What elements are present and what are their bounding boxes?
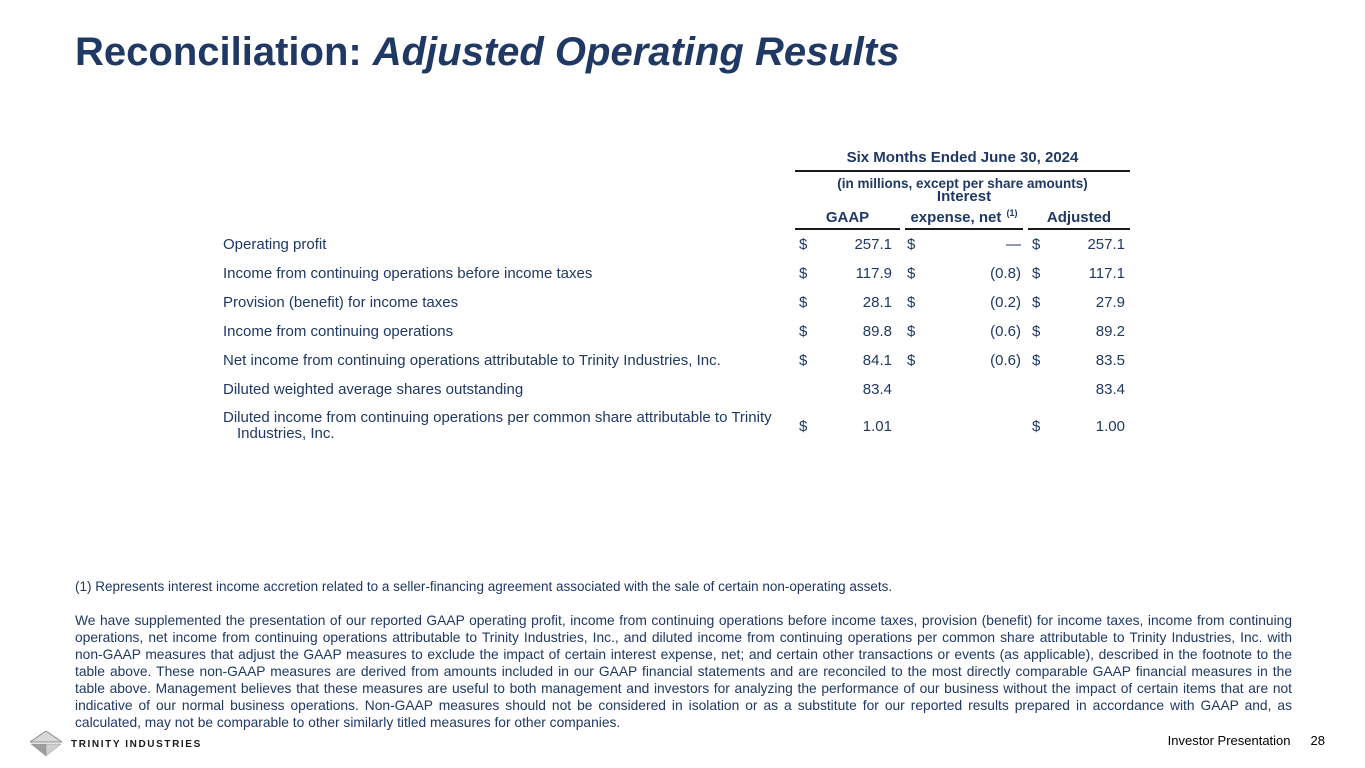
- currency-symbol: $: [1032, 236, 1041, 253]
- cell-value: 28.1: [862, 294, 892, 311]
- table-row: [223, 346, 1130, 375]
- cell-gaap: [795, 352, 900, 369]
- column-header-interest-line1: Interest: [936, 188, 992, 205]
- cell-adjusted: [1028, 418, 1130, 435]
- cell-interest: [905, 294, 1023, 311]
- currency-symbol: $: [907, 236, 916, 253]
- disclosure-paragraph: We have supplemented the presentation of our reported GAAP operating profit, income from continuing operations before income taxes, provision (benefit) for income taxes, income from continuing operations, net income from continuing operations attributable to Trinity Industries, Inc., and diluted income from continuing operations per common share attributable to Trinity Industries, Inc. with non-GAAP measures that adjust the GAAP measures to exclude the impact of certain interest expense, net; and certain other transactions or events (as applicable), described in the footnote to the table above. These non-GAAP measures are derived from amounts included in our GAAP financial statements and are reconciled to the most directly comparable GAAP financial measures in the table above. Management believes that these measures are useful to both management and investors for analyzing the performance of our business without the impact of certain items that are not indicative of our normal business operations. Non-GAAP measures should not be considered in isolation or as a substitute for our reported results prepared in accordance with GAAP and, as calculated, may not be comparable to other similarly titled measures for other companies.: [75, 613, 1292, 730]
- trinity-diamond-icon: [30, 731, 62, 757]
- title-emphasis: Adjusted Operating Results: [372, 30, 900, 74]
- cell-adjusted: [1028, 323, 1130, 340]
- page-number: 28: [1310, 733, 1325, 748]
- row-label: Net income from continuing operations attributable to Trinity Industries, Inc.: [223, 351, 721, 369]
- page-title: [75, 30, 899, 75]
- row-label: Income from continuing operations before income taxes: [223, 264, 593, 282]
- footnote-ref: (1): [1006, 208, 1018, 218]
- cell-interest: [905, 323, 1023, 340]
- table-period-header-row: [223, 148, 1130, 230]
- cell-gaap: [795, 323, 900, 340]
- table-row: [223, 288, 1130, 317]
- cell-value: 1.01: [862, 417, 892, 435]
- cell-interest: [905, 236, 1023, 253]
- column-header-adjusted-label: Adjusted: [1046, 209, 1112, 226]
- column-header-gaap: [795, 193, 900, 230]
- cell-adjusted: [1028, 352, 1130, 369]
- cell-value: 83.4: [862, 381, 892, 398]
- cell-value: 257.1: [854, 236, 892, 253]
- cell-gaap: [795, 236, 900, 253]
- row-label: Provision (benefit) for income taxes: [223, 293, 459, 311]
- footnote: (1) Represents interest income accretion related to a seller-financing agreement associated with the sale of certain non-operating assets.: [75, 579, 893, 594]
- title-prefix: Reconciliation:: [75, 30, 362, 74]
- row-label: Diluted weighted average shares outstanding: [223, 380, 524, 398]
- currency-symbol: $: [799, 236, 808, 253]
- currency-symbol: $: [1032, 352, 1041, 369]
- cell-gaap: [795, 381, 900, 398]
- table-row: [223, 259, 1130, 288]
- header-block: [795, 148, 1130, 230]
- units-note: (in millions, except per share amounts): [837, 176, 1088, 191]
- column-header-gaap-label: GAAP: [825, 209, 870, 226]
- column-header-adjusted: [1028, 193, 1130, 230]
- cell-value: 83.5: [1095, 352, 1125, 369]
- cell-interest: [905, 352, 1023, 369]
- cell-value: (0.8): [990, 265, 1021, 282]
- cell-value: (0.6): [990, 323, 1021, 340]
- logo-text: TRINITY INDUSTRIES: [71, 738, 202, 750]
- cell-gaap: [795, 294, 900, 311]
- row-label: Income from continuing operations: [223, 322, 454, 340]
- currency-symbol: $: [799, 417, 808, 435]
- cell-value: —: [1006, 236, 1021, 253]
- cell-value: 89.2: [1095, 323, 1125, 340]
- row-label: Operating profit: [223, 235, 327, 253]
- currency-symbol: $: [1032, 294, 1041, 311]
- currency-symbol: $: [799, 352, 808, 369]
- table-row: [223, 317, 1130, 346]
- table-row: [223, 230, 1130, 259]
- currency-symbol: $: [799, 294, 808, 311]
- cell-value: 89.8: [862, 323, 892, 340]
- period-header: Six Months Ended June 30, 2024: [795, 148, 1130, 172]
- footer-right: [1168, 733, 1325, 748]
- currency-symbol: $: [799, 265, 808, 282]
- reconciliation-table: [223, 148, 1130, 448]
- cell-value: 1.00: [1095, 417, 1125, 435]
- cell-adjusted: [1028, 265, 1130, 282]
- cell-value: (0.6): [990, 352, 1021, 369]
- row-label: Diluted income from continuing operations per common share attributable to Trinity Industries, Inc.: [223, 409, 772, 442]
- column-header-interest-line2: expense, net $^{(1)}$: [910, 208, 1018, 226]
- column-header-interest: [905, 188, 1023, 230]
- header-spacer: [223, 148, 795, 230]
- cell-value: 83.4: [1095, 381, 1125, 398]
- currency-symbol: $: [907, 352, 916, 369]
- cell-interest: [905, 265, 1023, 282]
- cell-value: 257.1: [1087, 236, 1125, 253]
- currency-symbol: $: [1032, 323, 1041, 340]
- cell-gaap: [795, 265, 900, 282]
- cell-adjusted: [1028, 294, 1130, 311]
- cell-value: 117.1: [1088, 265, 1125, 282]
- cell-gaap: [795, 418, 900, 435]
- column-headers: [795, 188, 1130, 230]
- currency-symbol: $: [907, 265, 916, 282]
- currency-symbol: $: [1032, 417, 1041, 435]
- company-logo: [30, 731, 202, 757]
- footer-label: Investor Presentation: [1167, 733, 1291, 748]
- currency-symbol: $: [1032, 265, 1041, 282]
- table-row: [223, 404, 1130, 448]
- cell-adjusted: [1028, 236, 1130, 253]
- currency-symbol: $: [907, 323, 916, 340]
- cell-adjusted: [1028, 381, 1130, 398]
- cell-value: (0.2): [990, 294, 1021, 311]
- cell-value: 117.9: [855, 265, 892, 282]
- table-row: [223, 375, 1130, 404]
- currency-symbol: $: [907, 294, 916, 311]
- cell-value: 27.9: [1095, 294, 1125, 311]
- currency-symbol: $: [799, 323, 808, 340]
- cell-value: 84.1: [862, 352, 892, 369]
